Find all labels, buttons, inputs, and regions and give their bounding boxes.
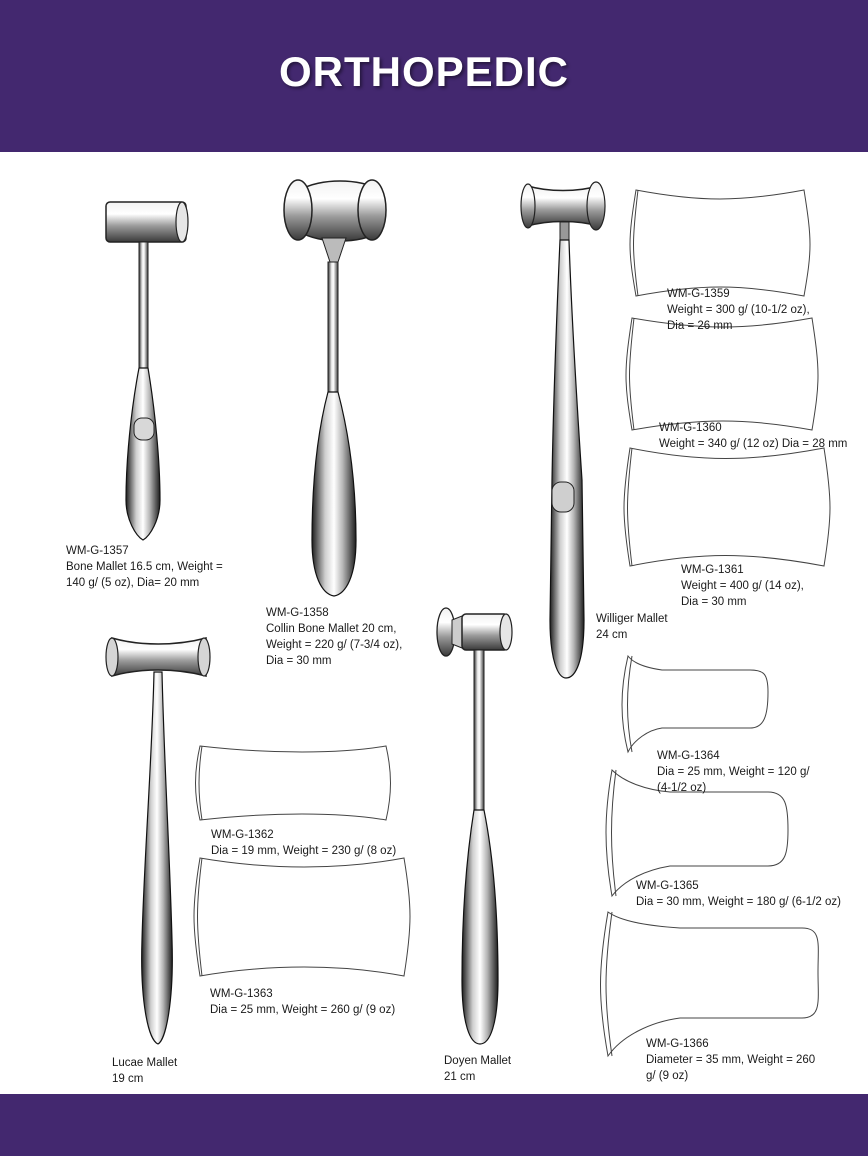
- item-desc: Dia = 25 mm, Weight = 120 g/: [657, 766, 810, 778]
- caption-wm-g-1366: [646, 1036, 815, 1084]
- item-desc: Dia = 30 mm, Weight = 180 g/ (6-1/2 oz): [636, 896, 841, 908]
- item-code: WM-G-1363: [210, 988, 273, 1000]
- item-name: Doyen Mallet: [444, 1055, 512, 1067]
- caption-wm-g-1358: [266, 605, 402, 669]
- doyen-mallet-illustration: [437, 608, 512, 1044]
- williger-head-outlines: [624, 190, 830, 566]
- item-desc: Bone Mallet 16.5 cm, Weight =: [66, 561, 223, 573]
- item-desc: Weight = 220 g/ (7-3/4 oz),: [266, 639, 403, 651]
- caption-williger-mallet: [596, 611, 668, 643]
- item-code: WM-G-1360: [659, 422, 722, 434]
- caption-doyen-mallet: [444, 1053, 511, 1085]
- item-code: WM-G-1361: [681, 564, 744, 576]
- item-desc: (4-1/2 oz): [657, 782, 707, 794]
- lucae-mallet-illustration: [106, 638, 210, 1044]
- item-size: 24 cm: [596, 629, 628, 641]
- item-desc: Dia = 30 mm: [681, 596, 747, 608]
- item-size: 21 cm: [444, 1071, 476, 1083]
- item-size: 19 cm: [112, 1073, 144, 1085]
- item-desc: Weight = 300 g/ (10-1/2 oz),: [667, 304, 810, 316]
- caption-wm-g-1360: [659, 420, 847, 452]
- collin-mallet-illustration: [284, 180, 386, 596]
- caption-wm-g-1365: [636, 878, 841, 910]
- item-desc: Dia = 25 mm, Weight = 260 g/ (9 oz): [210, 1004, 396, 1016]
- item-code: WM-G-1359: [667, 288, 730, 300]
- caption-wm-g-1357: [66, 543, 223, 591]
- item-code: WM-G-1365: [636, 880, 699, 892]
- bone-mallet-illustration: [106, 202, 188, 540]
- item-code: WM-G-1358: [266, 607, 329, 619]
- doyen-head-outlines: [601, 656, 819, 1056]
- lucae-head-outlines: [194, 746, 410, 976]
- caption-lucae-mallet: [112, 1055, 177, 1087]
- item-desc: Dia = 26 mm: [667, 320, 733, 332]
- item-desc: Diameter = 35 mm, Weight = 260: [646, 1054, 816, 1066]
- item-desc: 140 g/ (5 oz), Dia= 20 mm: [66, 577, 200, 589]
- item-name: Lucae Mallet: [112, 1057, 178, 1069]
- williger-mallet-illustration: [521, 182, 605, 678]
- item-code: WM-G-1366: [646, 1038, 709, 1050]
- item-code: WM-G-1357: [66, 545, 129, 557]
- caption-wm-g-1361: [681, 562, 804, 610]
- item-code: WM-G-1362: [211, 829, 274, 841]
- footer-band: [0, 1094, 868, 1156]
- item-desc: Dia = 30 mm: [266, 655, 332, 667]
- item-desc: Weight = 340 g/ (12 oz) Dia = 28 mm: [659, 438, 848, 450]
- caption-wm-g-1362: [211, 827, 396, 859]
- item-desc: Weight = 400 g/ (14 oz),: [681, 580, 804, 592]
- caption-wm-g-1359: [667, 286, 810, 334]
- item-desc: Dia = 19 mm, Weight = 230 g/ (8 oz): [211, 845, 397, 857]
- item-desc: g/ (9 oz): [646, 1070, 689, 1082]
- item-desc: Collin Bone Mallet 20 cm,: [266, 623, 397, 635]
- item-name: Williger Mallet: [596, 613, 668, 625]
- item-code: WM-G-1364: [657, 750, 720, 762]
- caption-wm-g-1364: [657, 748, 810, 796]
- page-title: ORTHOPEDIC: [278, 48, 569, 95]
- caption-wm-g-1363: [210, 986, 395, 1018]
